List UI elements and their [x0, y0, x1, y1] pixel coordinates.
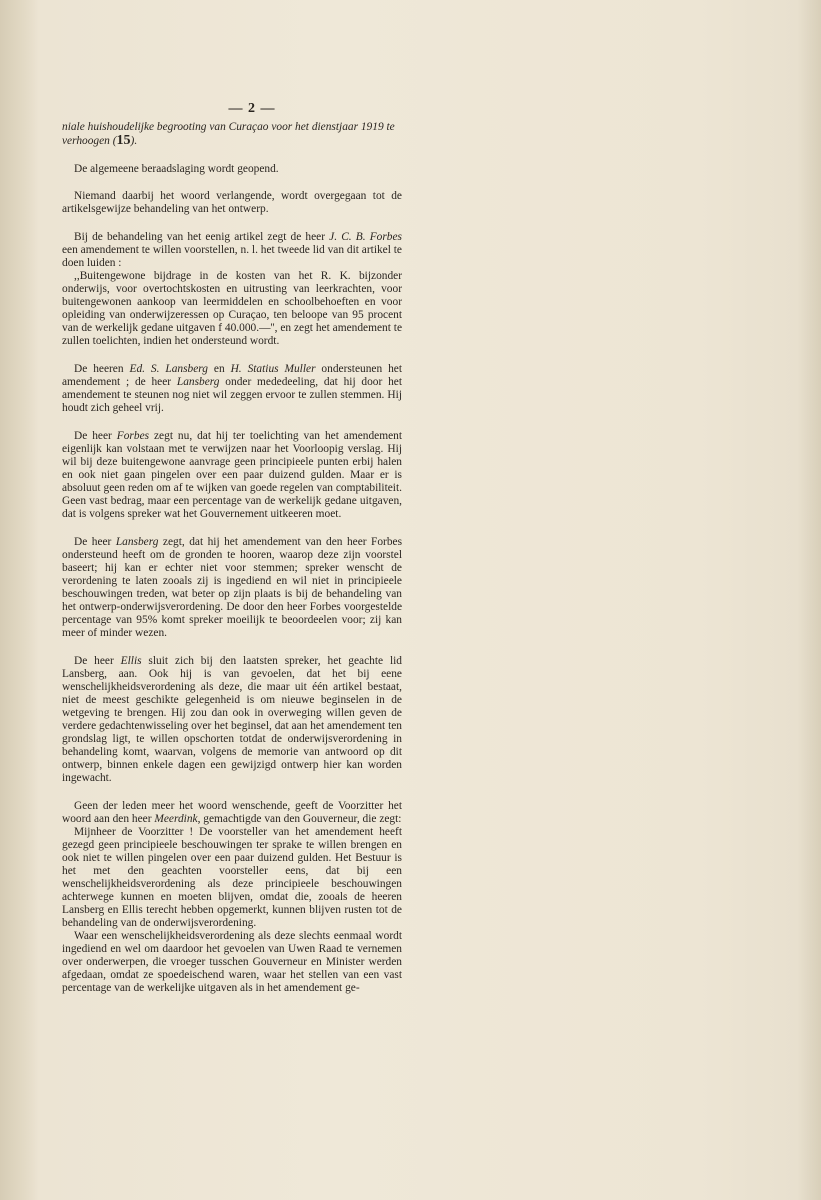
speaker-name: J. C. B. Forbes: [329, 231, 402, 243]
text-column: [62, 96, 402, 995]
paragraph-meerdink-speech-1: Mijnheer de Voorzitter ! De voorsteller van het amendement heeft gezegd geen principieele beschouwingen ter sprake te willen brengen en ook niet te willen pingelen over een paar duizend gulden. Het Bestuur is het met den geachten voorsteller eens, dat bij een wenschelijkheidsverordening als deze principieele beschouwingen achterwege kunnen en moeten blijven, omdat die, zooals de heeren Lansberg en Ellis terecht hebben opgemerkt, kunnen blijven rusten tot de behandeling van de onderwijsverordening.: [62, 826, 402, 929]
show-through-text: [600, 92, 810, 152]
page-number: — 2 —: [228, 101, 276, 116]
paragraph-lansberg: [62, 536, 402, 640]
speaker-name: H. Statius Muller: [230, 363, 316, 375]
speaker-name: Forbes: [116, 430, 150, 442]
header-italic-text: niale huishoudelijke begrooting van Curaçao voor het dienstjaar 1919 te verhoogen: [62, 121, 395, 147]
speaker-name: Lansberg: [115, 536, 159, 548]
text-run: sluit zich bij den laatsten spreker, het geachte lid Lansberg, aan. Ook hij is van gevoelen, dat het bij eene wenschelijkheidsverordening als deze, die maar uit één artikel bestaat, niet de meest geschikte gelegenheid is om nieuwe beginselen in de wetgeving te brengen. Hij zou dan ook in overweging willen geven de verdere gedachtenwisseling over het beginsel, dat aan het amendement ten grondslag ligt, te willen opschorten totdat de onderwijsverordening in behandeling komt, waarvan, volgens de memorie van antwoord op dit ontwerp, binnen enkele dagen een gewijzigd ontwerp hier kan worden ingewacht.: [62, 655, 402, 784]
paragraph-support: [62, 363, 402, 415]
paragraph-forbes-explanation: [62, 430, 402, 521]
speaker-name: Meerdink: [154, 813, 198, 825]
paragraph-forbes-amendment: [62, 231, 402, 270]
paragraph-opening: De algemeene beraadslaging wordt geopend.: [74, 163, 279, 175]
speaker-name: Lansberg: [176, 376, 220, 388]
text-run: onder mededeeling, dat hij door het amendement te steunen nog niet wil zeggen ervoor te zullen stemmen. Hij houdt zich geheel vrij.: [62, 376, 402, 414]
speaker-name: Ellis: [120, 655, 142, 667]
text-run: Geen der leden meer het woord wenschende, geeft de Voorzitter het woord aan den heer: [62, 800, 402, 825]
text-run: zegt, dat hij het amendement van den heer Forbes ondersteund heeft om de gronden te hooren, waarop deze zijn voorstel baseert; hij kan er echter niet voor stemmen; spreker wenscht de verordening te laten zooals zij is ingediend en wil niet in principieele beschouwingen treden, wat beter op zijn plaats is bij de behandeling van het ontwerp-onderwijsverordening. De door den heer Forbes voorgestelde percentage van 95% komt spreker moeilijk te beoordeelen voor; zij kan meer of minder wezen.: [62, 536, 403, 639]
paragraph-transition: Niemand daarbij het woord verlangende, wordt overgegaan tot de artikelsgewijze behandeling van het ontwerp.: [62, 190, 402, 215]
text-run: De heer: [74, 430, 117, 442]
paragraph-meerdink-speech-2: Waar een wenschelijkheidsverordening als deze slechts eenmaal wordt ingediend en wel om daardoor het gevoelen van Uwen Raad te vernemen over onderwerpen, die vroeger tusschen Gouverneur en Minister werden afgedaan, omdat ze spoedeischend waren, waar het stellen van een vast percentage van de werkelijke uitgaven als in het amendement ge-: [62, 930, 402, 994]
text-run: , gemachtigde van den Gouverneur, die zegt:: [197, 813, 402, 825]
text-run: en: [207, 363, 231, 375]
speaker-name: Ed. S. Lansberg: [129, 363, 208, 375]
paragraph-amendment-text: ,,Buitengewone bijdrage in de kosten van het R. K. bijzonder onderwijs, voor overtochtskosten en uitrusting van leerkrachten, voor buitengewonen aankoop van leermiddelen en schoolbehoeften en voor opleiding van onderwijzeressen op Curaçao, ten beloope van 95 procent van de werkelijk gedane uitgaven f 40.000.—'', en zegt het amendement te zullen toelichten, indien het ondersteund wordt.: [62, 270, 402, 347]
header-continuation: niale huishoudelijke begrooting van Curaçao voor het dienstjaar 1919 te verhoogen (15).: [62, 121, 395, 148]
paragraph-ellis: [62, 655, 402, 785]
text-run: De heeren: [74, 363, 130, 375]
text-run: De heer: [74, 655, 121, 667]
header-number: 15: [116, 133, 131, 148]
text-run: ondersteunen het amendement ; de heer: [62, 363, 403, 388]
page-shadow-right: [797, 0, 821, 1200]
text-run: De heer: [74, 536, 116, 548]
page-shadow-left: [0, 0, 38, 1200]
text-run: een amendement te willen voorstellen, n. l. het tweede lid van dit artikel te doen luiden :: [62, 244, 402, 269]
text-run: Bij de behandeling van het eenig artikel zegt de heer: [74, 231, 330, 243]
paragraph-meerdink-intro: [62, 800, 402, 826]
text-run: zegt nu, dat hij ter toelichting van het amendement eigenlijk kan volstaan met te verwijzen naar het Voorloopig verslag. Hij wil bij deze buitengewone aanvrage geen principieele punten erbij halen en ook niet gaan pingelen over een paar duizend gulden. Maar er is absoluut geen reden om af te wijken van goede regelen van comptabiliteit. Geen vast bedrag, maar een percentage van de werkelijk gedane uitgaven, dat is volgens spreker wat het Gouvernement uitkeeren moet.: [62, 430, 402, 520]
